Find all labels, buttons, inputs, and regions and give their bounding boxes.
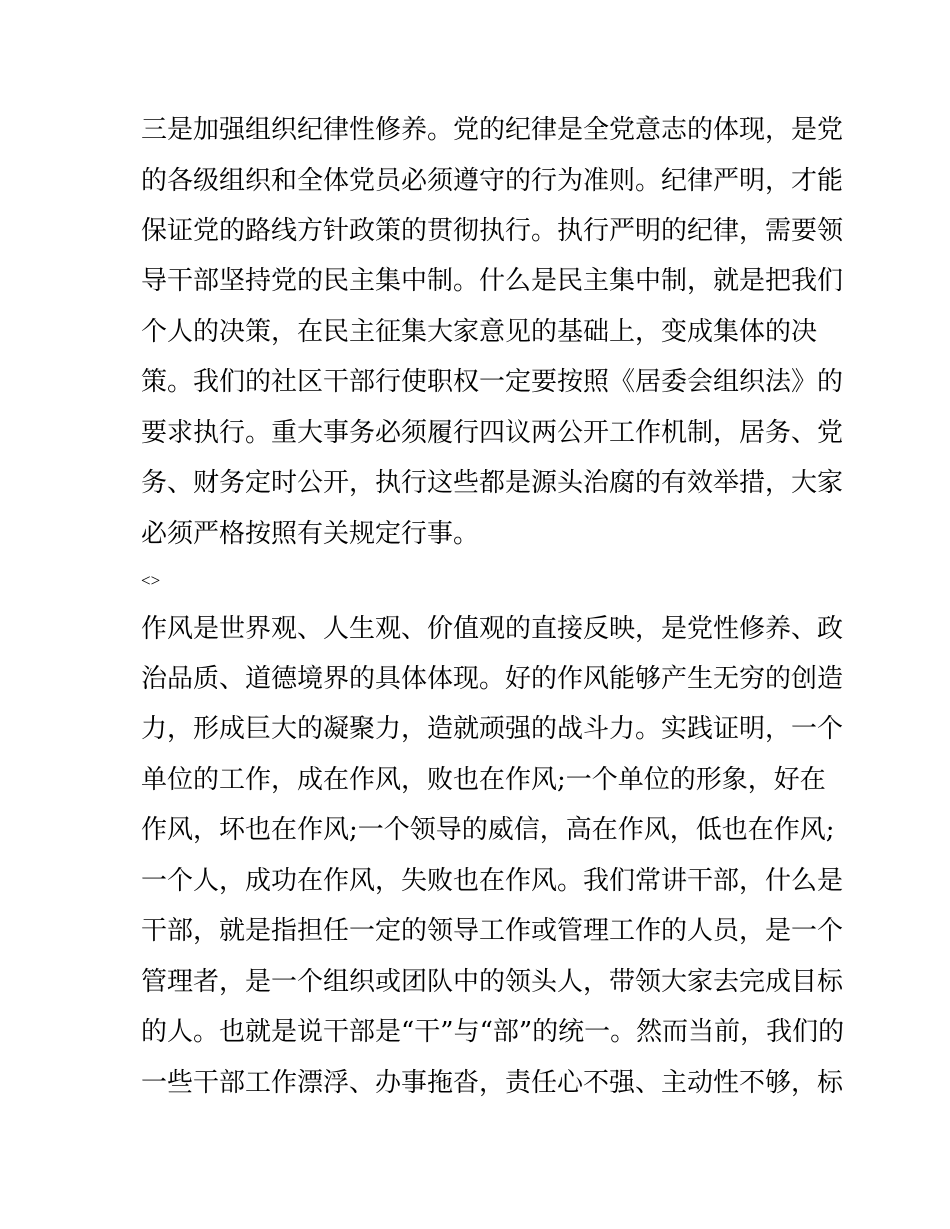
paragraph-1-line-4: 导干部坚持党的民主集中制。什么是民主集中制，就是把我们 [141, 266, 844, 296]
section-separator: <> [141, 571, 161, 590]
paragraph-1-line-9: 必须严格按照有关规定行事。 [141, 519, 480, 549]
paragraph-2-line-2: 治品质、道德境界的具体体现。好的作风能够产生无穷的创造 [141, 664, 844, 694]
paragraph-2-line-10: 一些干部工作漂浮、办事拖沓，责任心不强、主动性不够，标 [141, 1068, 844, 1098]
paragraph-2-line-6: 一个人，成功在作风，失败也在作风。我们常讲干部，什么是 [141, 866, 844, 896]
paragraph-1-line-1: 三是加强组织纪律性修养。党的纪律是全党意志的体现，是党 [141, 115, 844, 145]
paragraph-1-line-3: 保证党的路线方针政策的贯彻执行。执行严明的纪律，需要领 [141, 216, 844, 246]
paragraph-1-line-2: 的各级组织和全体党员必须遵守的行为准则。纪律严明，才能 [141, 166, 844, 196]
paragraph-2-line-9: 的人。也就是说干部是“干”与“部”的统一。然而当前，我们的 [141, 1017, 845, 1047]
paragraph-2-line-8: 管理者，是一个组织或团队中的领头人，带领大家去完成目标 [141, 967, 844, 997]
paragraph-2-line-7: 干部，就是指担任一定的领导工作或管理工作的人员，是一个 [141, 916, 844, 946]
paragraph-2-line-3: 力，形成巨大的凝聚力，造就顽强的战斗力。实践证明，一个 [141, 714, 844, 744]
paragraph-1-line-5: 个人的决策，在民主征集大家意见的基础上，变成集体的决 [141, 317, 818, 347]
paragraph-2-line-5: 作风，坏也在作风;一个领导的威信，高在作风，低也在作风; [141, 815, 835, 845]
paragraph-1-line-7: 要求执行。重大事务必须履行四议两公开工作机制，居务、党 [141, 418, 844, 448]
paragraph-1-line-6: 策。我们的社区干部行使职权一定要按照《居委会组织法》的 [141, 367, 844, 397]
paragraph-2-line-1: 作风是世界观、人生观、价值观的直接反映，是党性修养、政 [141, 614, 844, 644]
paragraph-1-line-8: 务、财务定时公开，执行这些都是源头治腐的有效举措，大家 [141, 468, 844, 498]
paragraph-2-line-4: 单位的工作，成在作风，败也在作风;一个单位的形象，好在 [141, 765, 826, 795]
